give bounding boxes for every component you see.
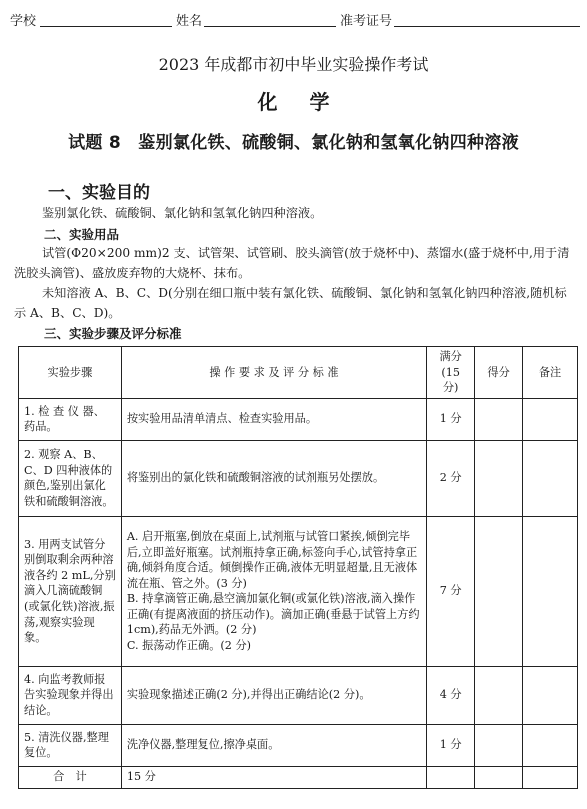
- score-cell[interactable]: [475, 440, 523, 516]
- total-value: 15 分: [121, 766, 426, 788]
- total-row: [19, 766, 578, 788]
- name-field[interactable]: [204, 26, 336, 27]
- table-header-row: [19, 347, 578, 399]
- exam-number-field[interactable]: [394, 26, 580, 27]
- header-full-score: 满分 (15 分): [427, 347, 475, 399]
- full-score-cell: 1 分: [427, 724, 475, 766]
- name-label: 姓名: [176, 14, 203, 29]
- scoring-table: [18, 346, 578, 789]
- header-requirement: 操 作 要 求 及 评 分 标 准: [121, 347, 426, 399]
- section-steps-heading: 三、实验步骤及评分标准: [44, 326, 182, 341]
- section-materials-heading: 二、实验用品: [44, 227, 120, 242]
- table-row: [19, 398, 578, 440]
- requirement-cell: 实验现象描述正确(2 分),并得出正确结论(2 分)。: [121, 666, 426, 724]
- school-field[interactable]: [40, 26, 172, 27]
- total-label: 合 计: [19, 766, 122, 788]
- score-cell[interactable]: [475, 666, 523, 724]
- requirement-c: C. 振荡动作正确。(2 分): [126, 639, 252, 653]
- section-purpose-heading: 一、实验目的: [48, 183, 150, 203]
- header-step: 实验步骤: [19, 347, 122, 399]
- section-purpose-text: 鉴别氯化铁、硫酸铜、氯化钠和氢氧化钠四种溶液。: [42, 206, 323, 220]
- header-note: 备注: [523, 347, 578, 399]
- note-cell[interactable]: [523, 724, 578, 766]
- step-cell: 1. 检 查 仪 器、药品。: [19, 398, 122, 440]
- requirement-b: B. 持拿滴管正确,悬空滴加氯化铜(或氯化铁)溶液,滴入操作正确(有提离液面的挤压动作)。滴加正确(垂悬于试管上方约 1cm),药品无外洒。(2 分): [126, 592, 420, 637]
- exam-number-label: 准考证号: [340, 14, 393, 29]
- exam-header: [10, 8, 581, 30]
- header-score: 得分: [475, 347, 523, 399]
- note-cell[interactable]: [523, 398, 578, 440]
- requirement-cell: [121, 516, 426, 666]
- section-materials-text: 试管(Φ20×200 mm)2 支、试管架、试管刷、胶头滴管(放于烧杯中)、蒸馏水(盛于烧杯中,用于清洗胶头滴管)、盛放废弃物的大烧杯、抹布。: [14, 246, 570, 280]
- full-score-cell: 1 分: [427, 398, 475, 440]
- full-score-cell: 2 分: [427, 440, 475, 516]
- step-cell: 4. 向监考教师报告实验现象并得出结论。: [19, 666, 122, 724]
- note-cell[interactable]: [523, 516, 578, 666]
- note-cell[interactable]: [523, 666, 578, 724]
- full-score-cell: 4 分: [427, 666, 475, 724]
- table-row: [19, 440, 578, 516]
- school-label: 学校: [10, 14, 37, 29]
- requirement-a: A. 启开瓶塞,倒放在桌面上,试剂瓶与试管口紧挨,倾倒完毕后,立即盖好瓶塞。试剂瓶持拿正确,标签向手心,试管持拿正确,倾斜角度合适。倾倒操作正确,液体无明显超量,且无液体流在瓶、管之外。(3 分): [126, 529, 418, 590]
- requirement-cell: 洗净仪器,整理复位,擦净桌面。: [121, 724, 426, 766]
- table-row: [19, 666, 578, 724]
- score-cell[interactable]: [475, 516, 523, 666]
- score-cell[interactable]: [475, 398, 523, 440]
- question-title: 试题 8 鉴别氯化铁、硫酸铜、氯化钠和氢氧化钠四种溶液: [68, 133, 519, 153]
- total-note-cell[interactable]: [523, 766, 578, 788]
- requirement-cell: 按实验用品清单清点、检查实验用品。: [121, 398, 426, 440]
- table-row: [19, 516, 578, 666]
- note-cell[interactable]: [523, 440, 578, 516]
- requirement-cell: 将鉴别出的氯化铁和硫酸铜溶液的试剂瓶另处摆放。: [121, 440, 426, 516]
- section-unknown-solutions-text: 未知溶液 A、B、C、D(分别在细口瓶中装有氯化铁、硫酸铜、氯化钠和氢氧化钠四种溶液,随机标示 A、B、C、D)。: [14, 286, 567, 320]
- exam-title: 2023 年成都市初中毕业实验操作考试: [158, 55, 429, 74]
- score-cell[interactable]: [475, 724, 523, 766]
- total-score-cell[interactable]: [475, 766, 523, 788]
- full-score-cell: 7 分: [427, 516, 475, 666]
- step-cell: 2. 观察 A、B、C、D 四种液体的颜色,鉴别出氯化铁和硫酸铜溶液。: [19, 440, 122, 516]
- subject-title: 化学: [257, 90, 362, 114]
- table-row: [19, 724, 578, 766]
- step-cell: 5. 清洗仪器,整理复位。: [19, 724, 122, 766]
- step-cell: 3. 用两支试管分别倒取剩余两种溶液各约 2 mL,分别滴入几滴硫酸铜(或氯化铁)溶液,振荡,观察实验现象。: [19, 516, 122, 666]
